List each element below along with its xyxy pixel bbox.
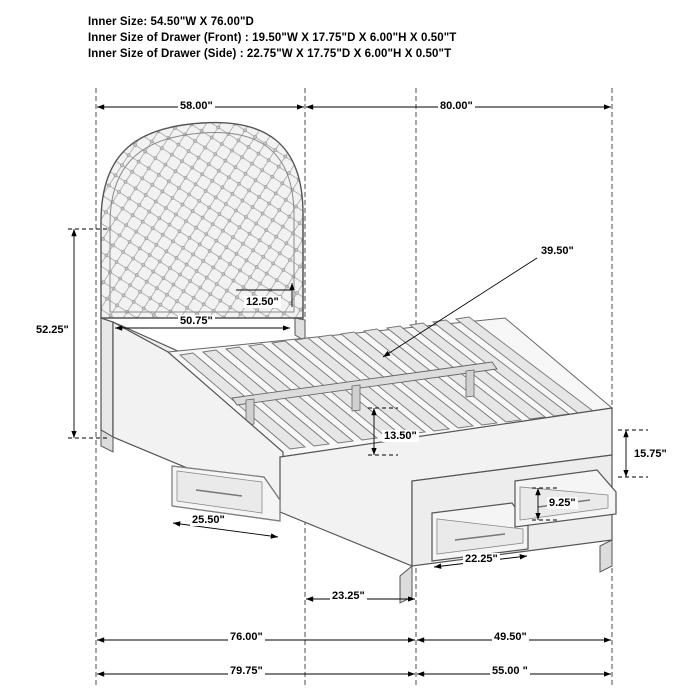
- dim-overall-depth: 79.75": [230, 665, 263, 677]
- dim-drawer-height: 9.25": [549, 497, 576, 509]
- spec-line-inner-size: Inner Size: 54.50"W X 76.00"D: [88, 16, 254, 28]
- dim-foot-span: 49.50": [494, 631, 527, 643]
- dim-headboard-inner-width: 50.75": [180, 315, 213, 327]
- dim-headboard-height: 52.25": [36, 324, 69, 336]
- dim-side-span: 76.00": [230, 631, 263, 643]
- dim-headboard-width: 58.00": [180, 100, 213, 112]
- dim-deck-height: 15.75": [634, 448, 667, 460]
- dim-overall-width: 55.00 ": [492, 665, 528, 677]
- dim-slat-height: 13.50": [384, 430, 417, 442]
- dim-drawer-gap: 23.25": [332, 590, 365, 602]
- dim-side-drawer-width: 25.50": [192, 514, 225, 526]
- dim-headboard-panel-gap: 12.50": [246, 296, 279, 308]
- dim-footboard-drawer-width: 22.25": [465, 553, 498, 565]
- dim-mattress-to-top: 39.50": [541, 245, 574, 257]
- dim-bed-length: 80.00": [440, 100, 473, 112]
- spec-line-drawer-front: Inner Size of Drawer (Front) : 19.50"W X 17.75"D X 6.00"H X 0.50"T: [88, 32, 457, 44]
- spec-line-drawer-side: Inner Size of Drawer (Side) : 22.75"W X 17.75"D X 6.00"H X 0.50"T: [88, 48, 452, 60]
